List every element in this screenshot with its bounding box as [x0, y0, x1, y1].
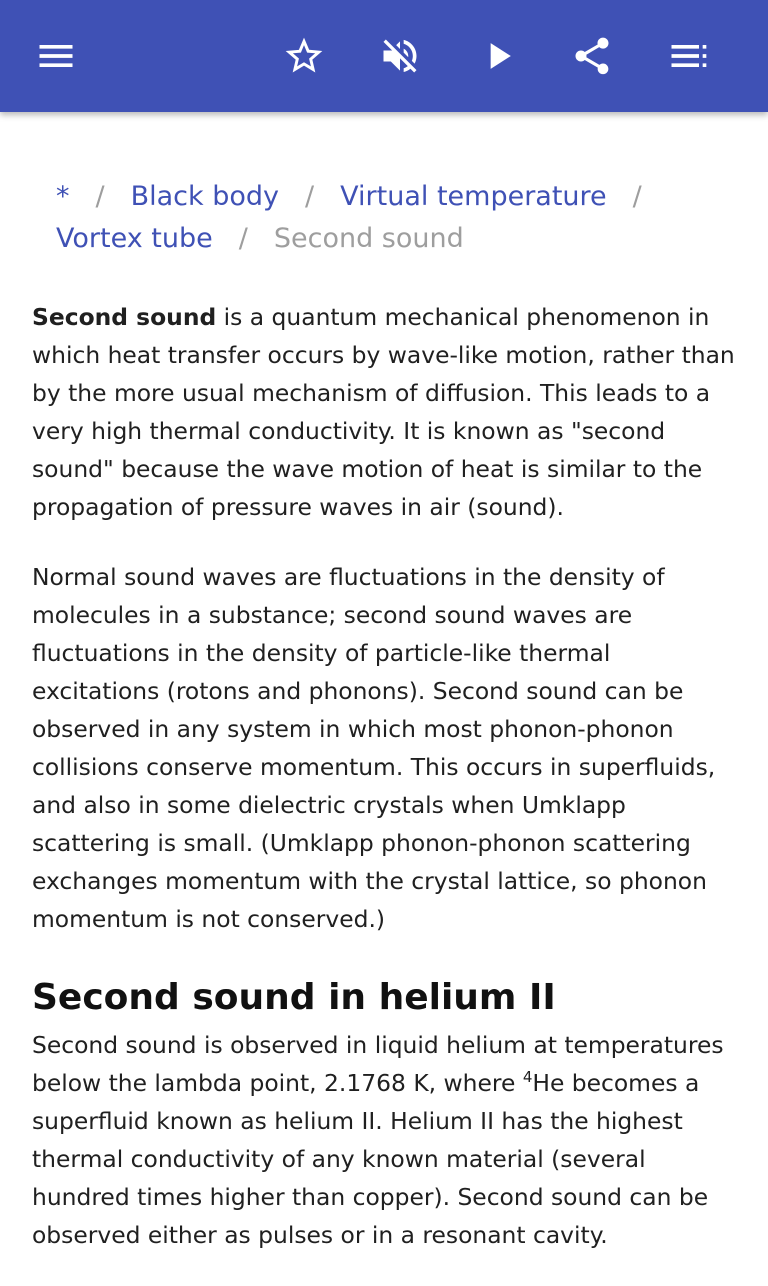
breadcrumb-link-home[interactable]: * — [56, 181, 70, 212]
breadcrumb-link-virtual-temperature[interactable]: Virtual temperature — [340, 181, 607, 212]
paragraph-intro-text: is a quantum mechanical phenomenon in which heat transfer occurs by wave-like motion, rather than by the more usual mechanism of diffusion. This leads to a very high thermal conductivity. It is known as "second sound" because the wave motion of heat is similar to the propagation of pressure waves in air (sound). — [32, 303, 735, 521]
mute-button[interactable] — [372, 28, 428, 84]
share-button[interactable] — [564, 28, 620, 84]
star-outline-icon — [282, 34, 326, 78]
play-button[interactable] — [470, 28, 526, 84]
breadcrumb-separator: / — [305, 181, 315, 212]
paragraph-normal-sound: Normal sound waves are fluctuations in the density of molecules in a substance; second sound waves are fluctuations in the density of particle-like thermal excitations (rotons and phonons). Second sound can be observed in any system in which most phonon-phonon collisions conserve momentum. This occurs in superfluids, and also in some dielectric crystals when Umklapp scattering is small. (Umklapp phonon-phonon scattering exchanges momentum with the crystal lattice, so phonon momentum is not conserved.) — [32, 563, 716, 933]
paragraph-intro — [32, 298, 736, 526]
play-icon — [476, 34, 520, 78]
breadcrumb-separator: / — [632, 181, 642, 212]
menu-button[interactable] — [28, 28, 84, 84]
breadcrumb-current: Second sound — [273, 223, 464, 254]
share-icon — [570, 34, 614, 78]
article-subject: Second sound — [32, 303, 217, 331]
breadcrumb-link-vortex-tube[interactable]: Vortex tube — [56, 223, 213, 254]
breadcrumb-link-black-body[interactable]: Black body — [130, 181, 280, 212]
bookmark-button[interactable] — [276, 28, 332, 84]
volume-off-icon — [378, 34, 422, 78]
contents-button[interactable] — [660, 28, 716, 84]
paragraph-helium-ii — [32, 1026, 736, 1254]
paragraph-helium-text-b: He becomes a superfluid known as helium II. Helium II has the highest thermal conductivity of any known material (several hundred times higher than copper). Second sound can be observed either as pulses or in a resonant cavity. — [32, 1069, 709, 1249]
menu-icon — [34, 34, 78, 78]
article-body — [32, 298, 736, 1286]
breadcrumb-separator: / — [238, 223, 248, 254]
isotope-superscript: 4 — [522, 1068, 533, 1087]
breadcrumb-separator: / — [95, 181, 105, 212]
section-heading-helium-ii: Second sound in helium II — [32, 977, 556, 1018]
app-bar — [0, 0, 768, 112]
playlist-icon — [666, 34, 710, 78]
paragraph-helium-text-a: Second sound is observed in liquid helium at temperatures below the lambda point, 2.1768 K, where — [32, 1031, 724, 1097]
breadcrumb — [56, 176, 736, 260]
